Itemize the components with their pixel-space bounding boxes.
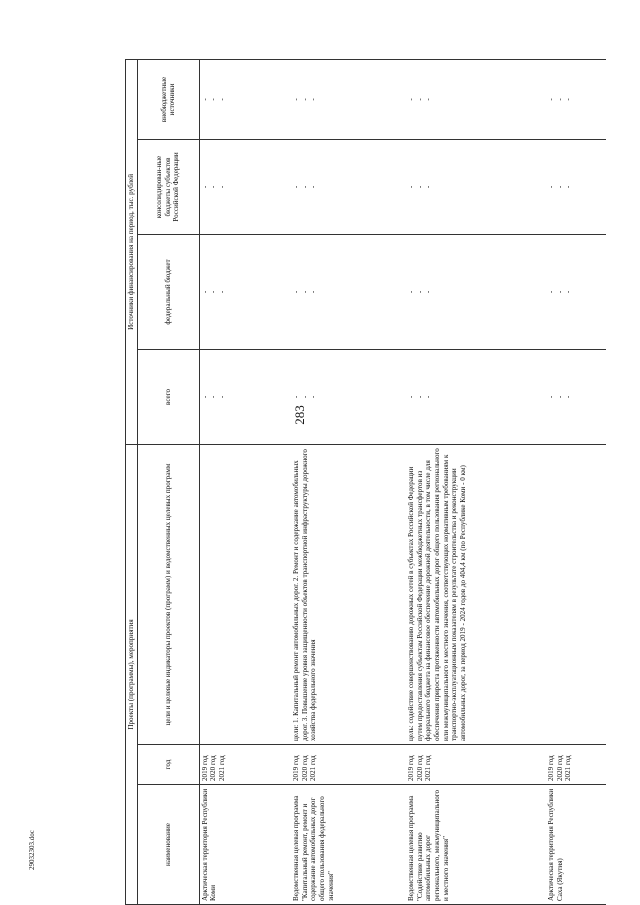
table-row xyxy=(406,59,546,904)
column-header-extra: внебюджетные источники xyxy=(137,59,199,139)
row-name: Арктическая территория Республики Саха (Якутия) xyxy=(546,785,606,905)
row-federal: - - - xyxy=(406,234,546,349)
row-years xyxy=(291,745,406,785)
row-total: - - - xyxy=(406,349,546,444)
table-row xyxy=(291,59,406,904)
row-total: - - - xyxy=(546,349,606,444)
year-label: 2019 год xyxy=(292,755,301,781)
row-extra: - - - xyxy=(406,59,546,139)
year-label: 2021 год xyxy=(309,755,318,781)
column-header-goals: цели и целевые индикаторы проектов (программ) и ведомственных целевых программ xyxy=(137,444,199,744)
row-goal: цели: 1. Капитальный ремонт автомобильных дорог. 2. Ремонт и содержание автомобильных дорог. 3. Повышение уровня защищенности объектов транспортной инфраструктуры дорожного хозяйства федерального значения xyxy=(291,444,406,744)
group-header-sources: Источники финансирования на период, тыс. рублей xyxy=(126,59,138,444)
row-federal: - - - xyxy=(546,234,606,349)
page-number: 283 xyxy=(292,405,307,425)
footer-filename: 29032303.doc xyxy=(28,830,36,870)
row-years xyxy=(199,745,291,785)
group-header-projects: Проекты (программы), мероприятия xyxy=(126,444,138,904)
row-total: - - - xyxy=(199,349,291,444)
row-name: Арктическая территория Республики Коми xyxy=(199,785,291,905)
year-label: 2019 год xyxy=(200,755,209,781)
row-name: Ведомственная целевая программа "Капитальный ремонт, ремонт и содержание автомобильных дорог общего пользования федерального значения" xyxy=(291,785,406,905)
row-years xyxy=(406,745,546,785)
table-row xyxy=(546,59,606,904)
row-extra: - - - xyxy=(199,59,291,139)
row-regional: - - - xyxy=(291,139,406,234)
column-header-name: наименование xyxy=(137,785,199,905)
row-federal: - - - xyxy=(199,234,291,349)
row-extra: - - - xyxy=(546,59,606,139)
row-total: - - - xyxy=(291,349,406,444)
year-label: 2019 год xyxy=(407,755,416,781)
year-label: 2021 год xyxy=(564,755,573,781)
column-header-year: год xyxy=(137,745,199,785)
financing-table xyxy=(125,59,606,905)
row-regional: - - - xyxy=(199,139,291,234)
column-header-regional: консолидирован-ные бюджеты субъектов Российской Федерации xyxy=(137,139,199,234)
row-name: Ведомственная целевая программа "Содействие развитию автомобильных дорог регионального, межмуниципального и местного значения" xyxy=(406,785,546,905)
row-regional: - - - xyxy=(546,139,606,234)
column-header-federal: федеральный бюджет xyxy=(137,234,199,349)
year-label: 2020 год xyxy=(300,755,309,781)
row-extra: - - - xyxy=(291,59,406,139)
rotated-table-container xyxy=(125,30,625,905)
row-goal xyxy=(546,444,606,744)
column-header-total: всего xyxy=(137,349,199,444)
row-federal: - - - xyxy=(291,234,406,349)
row-goal xyxy=(199,444,291,744)
row-goal: цель: содействие совершенствованию дорожных сетей в субъектах Российской Федерации путем предоставления субъектам Российской Федерации межбюджетных трансфертов из федерального бюджета на финансовое обеспечение дорожной деятельности, в том числе для обеспечения прироста протяженности автомобильных дорог общего пользования регионального или межмуниципального и местного значения, соответствующих нормативным требованиям к транспортно-эксплуатационным показателям в результате строительства и реконструкции автомобильных дорог, за период 2019 - 2024 годов до 404,4 км (по Республике Коми - 0 км) xyxy=(406,444,546,744)
year-label: 2021 год xyxy=(424,755,433,781)
year-label: 2020 год xyxy=(209,755,218,781)
year-label: 2020 год xyxy=(415,755,424,781)
row-regional: - - - xyxy=(406,139,546,234)
table-row xyxy=(199,59,291,904)
year-label: 2021 год xyxy=(217,755,226,781)
year-label: 2020 год xyxy=(555,755,564,781)
year-label: 2019 год xyxy=(547,755,556,781)
row-years xyxy=(546,745,606,785)
